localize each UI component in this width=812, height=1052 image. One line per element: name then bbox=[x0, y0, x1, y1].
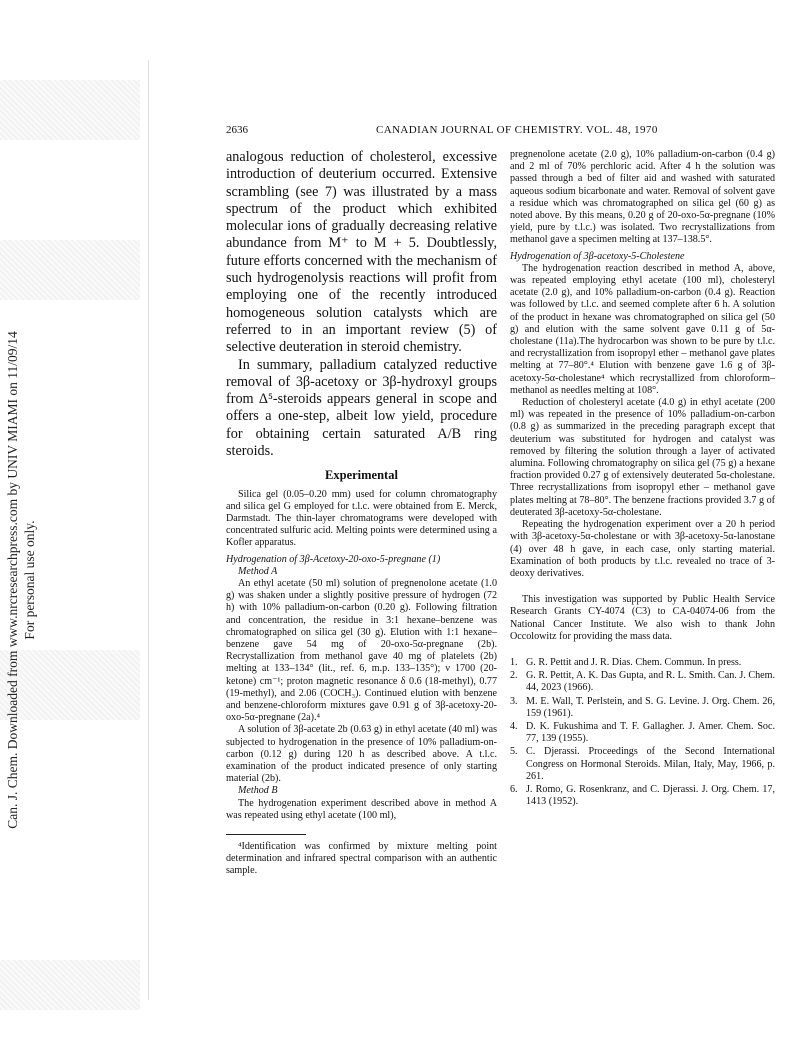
cholestene-paragraph-1: The hydrogenation reaction described in method A, above, was repeated employing ethyl acetate (100 ml), cholesteryl acetate (2.0 g), and 10% palladium-on-carbon (0.4 g). Reaction was followed by t.l.c. and seemed complete after 6 h. A solution of the product in hexane was chromatographed on silica gel (50 g) and elution with the same solvent gave 0.11 g of 5α-cholestane (11a).The hydrocarbon was shown to be pure by t.l.c. and recrystallization from isopropyl ether – methanol gave plates melting at 77–80°.⁴ Elution with benzene gave 1.6 g of 3β-acetoxy-5α-cholestane⁴ which recrystallized from chloroform–methanol as needles melting at 108°. bbox=[510, 262, 775, 396]
reference-item: 5. C. Djerassi. Proceedings of the Second International Congress on Hormonal Steroids. Milan, Italy, May, 1966, p. 261. bbox=[510, 746, 775, 782]
download-watermark bbox=[4, 230, 38, 930]
scan-margin-top bbox=[0, 80, 140, 140]
reference-item: 2. G. R. Pettit, A. K. Das Gupta, and R. L. Smith. Can. J. Chem. 44, 2023 (1966). bbox=[510, 670, 775, 694]
footnote-rule bbox=[226, 834, 306, 835]
subsection-heading-2: Hydrogenation of 3β-acetoxy-5-Cholestene bbox=[510, 250, 685, 262]
reference-list bbox=[510, 657, 775, 808]
continued-paragraph: pregnenolone acetate (2.0 g), 10% palladium-on-carbon (0.4 g) and 2 ml of 70% perchloric acid. After 4 h the solution was passed through a bed of filter aid and washed with saturated aqueous sodium bicarbonate and water. Removal of solvent gave a residue which was chromatographed on silica gel (60 g) as noted above. By this means, 0.20 g of 20-oxo-5α-pregnane (10% yield, pure by t.l.c.) was isolated. Two recrystallizations from methanol gave a specimen melting at 137–138.5°. bbox=[510, 149, 775, 246]
method-b-paragraph: The hydrogenation experiment described above in method A was repeated using ethyl acetate (100 ml), bbox=[226, 797, 497, 821]
cholestene-paragraph-3: Repeating the hydrogenation experiment over a 20 h period with 3β-acetoxy-5α-cholestane or with 3β-acetoxy-5α-lanostane (4) over 48 h gave, in each case, only starting material. Examination of both products by t.l.c. revealed no trace of 3-deoxy derivatives. bbox=[510, 519, 775, 579]
subsection-heading-1: Hydrogenation of 3β-Acetoxy-20-oxo-5-pregnane (1) bbox=[226, 553, 441, 565]
reference-item: 1. G. R. Pettit and J. R. Dias. Chem. Commun. In press. bbox=[510, 656, 742, 668]
reference-item: 3. M. E. Wall, T. Perlstein, and S. G. Levine. J. Org. Chem. 26, 159 (1961). bbox=[510, 695, 775, 719]
intro-paragraph-1: analogous reduction of cholesterol, excessive introduction of deuterium occurred. Extensive scrambling (see 7) was illustrated by a mass spectrum of the product which exhibited molecular ions of gradually decreasing relative abundance from M⁺ to M + 5. Doubtlessly, future efforts concerned with the mechanism of such hydrogenolysis reactions will profit from employing one of the recently introduced homogeneous solution catalysts which are referred to in an important review (5) of selective deuteration in steroid chemistry. bbox=[226, 149, 497, 356]
scan-edge-line bbox=[148, 60, 149, 1000]
right-column bbox=[510, 149, 775, 809]
method-a-paragraph-2: A solution of 3β-acetate 2b (0.63 g) in ethyl acetate (40 ml) was subjected to hydrogenation in the presence of 10% palladium-on-carbon (0.12 g) during 120 h as described above. A t.l.c. examination of the product indicated presence of only starting material (2b). bbox=[226, 724, 497, 785]
left-column bbox=[226, 149, 497, 878]
reference-item: 6. J. Romo, G. Rosenkranz, and C. Djerassi. J. Org. Chem. 17, 1413 (1952). bbox=[510, 783, 775, 808]
method-b-heading: Method B bbox=[238, 785, 278, 797]
method-a-heading: Method A bbox=[238, 565, 278, 577]
reference-item: 4. D. K. Fukushima and T. F. Gallagher. J. Amer. Chem. Soc. 77, 139 (1955). bbox=[510, 720, 775, 745]
watermark-line-1: Can. J. Chem. Downloaded from www.nrcresearchpress.com by UNIV MIAMI on 11/09/14 bbox=[5, 331, 20, 829]
journal-title: CANADIAN JOURNAL OF CHEMISTRY. VOL. 48, 1970 bbox=[376, 124, 658, 136]
experimental-paragraph: Silica gel (0.05–0.20 mm) used for column chromatography and silica gel G employed for t.l.c. were obtained from E. Merck, Darmstadt. The thin-layer chromatograms were developed with concentrated sulfuric acid. Melting points were determined using a Kofler apparatus. bbox=[226, 488, 497, 549]
page-number: 2636 bbox=[226, 124, 248, 136]
cholestene-paragraph-2: Reduction of cholesteryl acetate (4.0 g) in ethyl acetate (200 ml) was repeated in the presence of 10% palladium-on-carbon (0.8 g) as summarized in the preceding paragraph except that deuterium was substituted for hydrogen and catalyst was removed by filtering the solution through a layer of activated alumina. Following chromatography on silica gel (75 g) a hexane fraction provided 0.27 g of extensively deuterated 5α-cholestane. Three recrystallizations from isopropyl ether – methanol gave plates melting at 78–80°. The benzene fractions provided 3.7 g of deuterated 3β-acetoxy-5α-cholestane. bbox=[510, 397, 775, 518]
experimental-heading: Experimental bbox=[325, 468, 398, 483]
acknowledgement: This investigation was supported by Public Health Service Research Grants CY-4074 (C3) to CA-04074-06 from the National Cancer Institute. We also wish to thank John Occolowitz for providing the mass data. bbox=[510, 594, 775, 642]
watermark-line-2: For personal use only. bbox=[22, 520, 37, 640]
method-a-paragraph-1: An ethyl acetate (50 ml) solution of pregnenolone acetate (1.0 g) was shaken under a slightly positive pressure of hydrogen (72 h) with 10% palladium-on-carbon (0.20 g). Following filtration and concentration, the residue in 3:1 hexane–benzene was chromatographed on silica gel (30 g). Elution with 1:1 hexane–benzene gave 54 mg of 20-oxo-5α-pregnane (2b). Recrystallization from methanol gave 40 mg of platelets (2b) melting at 133–134° (lit., ref. 6, m.p. 133–135°); ν 1700 (20-ketone) cm⁻¹; proton magnetic resonance δ 0.6 (18-methyl), 0.77 (19-methyl), and 2.06 (COCH₃). Continued elution with benzene and benzene-chloroform mixtures gave 0.91 g of 3β-acetoxy-20-oxo-5α-pregnane (2a).⁴ bbox=[226, 577, 497, 724]
footnote-4: ⁴Identification was confirmed by mixture melting point determination and infrared spectral comparison with an authentic sample. bbox=[226, 841, 497, 877]
running-head bbox=[226, 124, 772, 140]
scan-margin-bottom bbox=[0, 960, 140, 1010]
intro-paragraph-2: In summary, palladium catalyzed reductive removal of 3β-acetoxy or 3β-hydroxyl groups from Δ⁵-steroids appears general in scope and offers a one-step, albeit low yield, procedure for obtaining certain saturated A/B ring steroids. bbox=[226, 356, 497, 460]
